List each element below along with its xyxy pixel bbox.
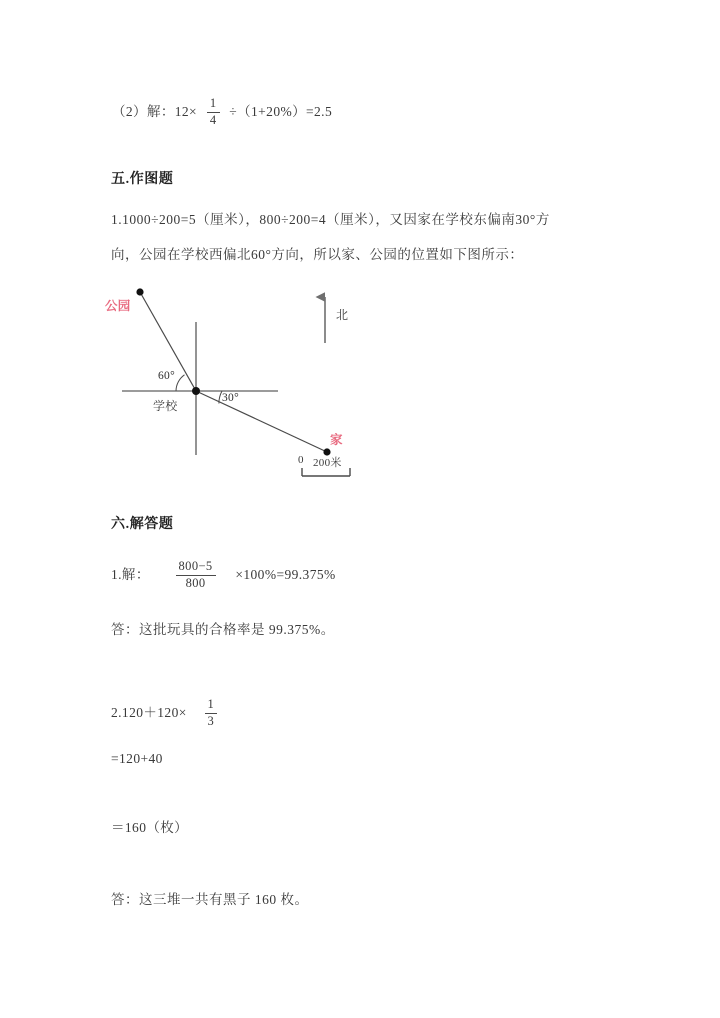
ray-school-to-home: [196, 391, 327, 452]
problem-2-continued-line: [112, 98, 332, 128]
problem-1-prefix: 1.解：: [111, 567, 150, 583]
section-six-heading: 六.解答题: [111, 517, 174, 532]
point-park: [136, 288, 143, 295]
section-six-problem-2-answer: 答：这三堆一共有黑子 160 枚。: [111, 892, 309, 907]
section-six-problem-2-line-1: [111, 699, 223, 729]
section-six-problem-2-line-3: ＝160（枚）: [111, 820, 189, 835]
label-angle-60: 60°: [158, 370, 175, 382]
section-five-problem-1-line-2: 向，公园在学校西偏北60°方向，所以家、公园的位置如下图所示：: [111, 247, 524, 262]
problem-2-prefix: 2.120＋120×: [111, 705, 187, 721]
label-north: 北: [336, 308, 349, 322]
angle-arc-60: [176, 375, 185, 391]
problem-2-suffix: ÷（1+20%）=2.5: [229, 104, 333, 120]
fraction-denominator: 4: [209, 112, 217, 127]
label-angle-30: 30°: [222, 392, 239, 404]
section-six-problem-1-line: [111, 561, 336, 591]
fraction-numerator: 1: [207, 97, 220, 113]
section-six-problem-2-line-2: =120+40: [111, 751, 163, 766]
fraction-one-quarter: [207, 97, 220, 127]
fraction-defect-rate: [176, 560, 216, 590]
direction-diagram: [100, 278, 390, 493]
section-five-problem-1-line-1: 1.1000÷200=5（厘米），800÷200=4（厘米），又因家在学校东偏南30°方: [111, 212, 550, 227]
section-six-problem-1-answer: 答：这批玩具的合格率是 99.375%。: [111, 622, 335, 637]
fraction-denominator: 3: [207, 713, 215, 728]
section-five-heading: 五.作图题: [111, 172, 174, 187]
problem-1-suffix: ×100%=99.375%: [235, 567, 336, 583]
fraction-numerator: 1: [205, 698, 218, 714]
label-scale-zero: 0: [298, 454, 304, 466]
label-home: 家: [330, 433, 343, 447]
label-school: 学校: [153, 399, 178, 413]
label-park: 公园: [105, 299, 131, 313]
point-school: [192, 387, 200, 395]
problem-2-prefix: （2）解：12×: [112, 104, 198, 120]
fraction-denominator: 800: [185, 575, 206, 590]
label-scale-value: 200米: [313, 457, 342, 469]
fraction-numerator: 800−5: [176, 560, 216, 576]
fraction-one-third: [205, 698, 218, 728]
